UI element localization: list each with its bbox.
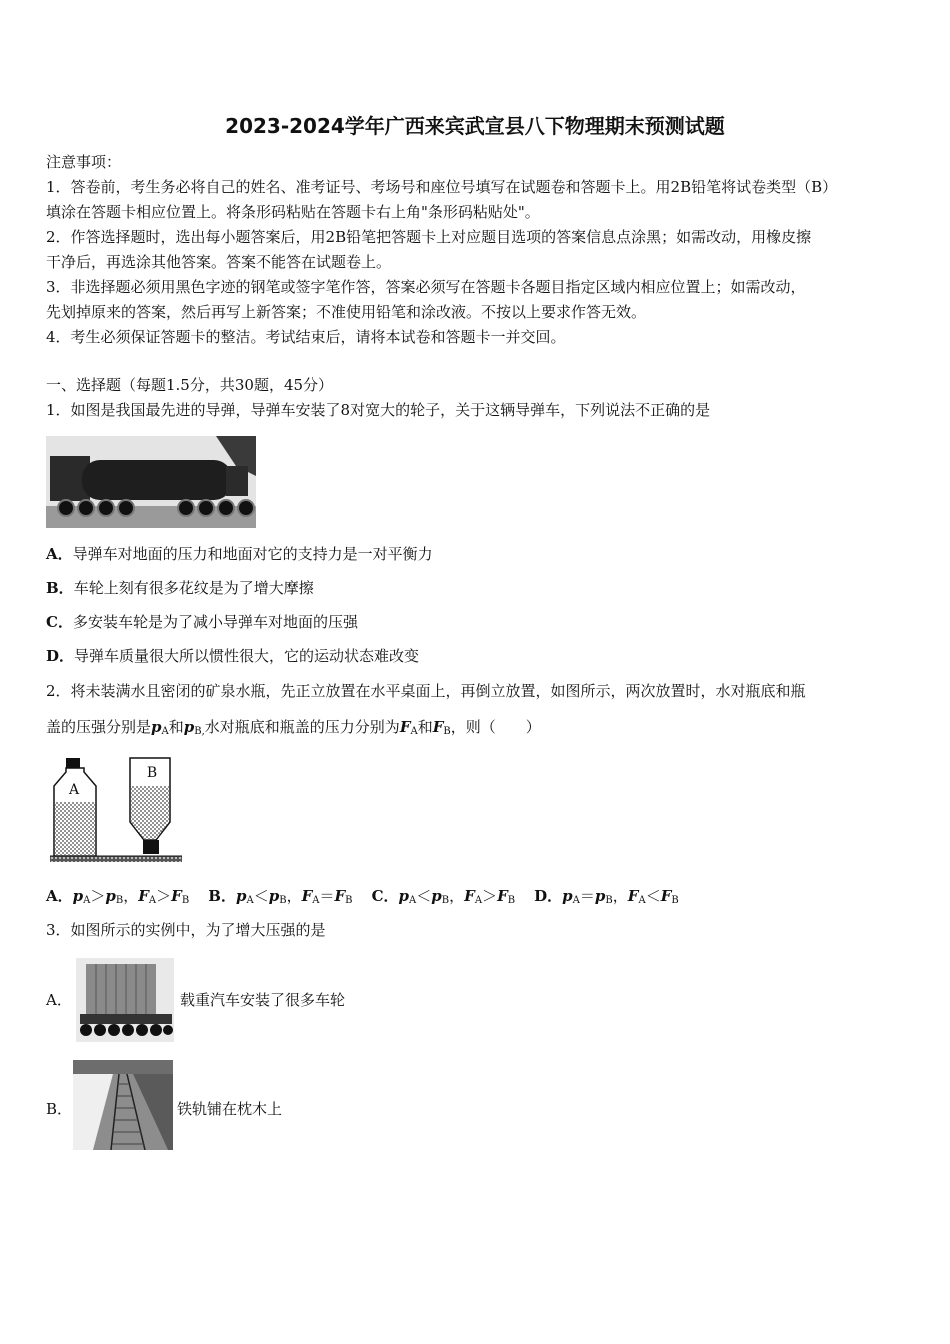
q3-option-a-label[interactable]: A． [46, 991, 72, 1009]
bottles-drawing [50, 756, 182, 862]
q3-option-b-text: 铁轨铺在枕木上 [177, 1100, 283, 1118]
notice-line: 4．考生必须保证答题卡的整洁。考试结束后，请将本试卷和答题卡一并交回。 [46, 328, 566, 346]
notice-line: 1．答卷前，考生务必将自己的姓名、准考证号、考场号和座位号填写在试题卷和答题卡上。用2B铅笔将试卷类型（B） [46, 178, 838, 196]
question-3-stem: 3．如图所示的实例中，为了增大压强的是 [46, 921, 326, 939]
q1-option-c[interactable]: C．多安装车轮是为了减小导弹车对地面的压强 [46, 613, 358, 631]
q3-option-b-label[interactable]: B． [46, 1100, 73, 1118]
q2-option-d[interactable]: D．$p_A=p_B$，$F_A<F_B$ [534, 887, 679, 906]
question-2-stem-line-1: 2．将未装满水且密闭的矿泉水瓶，先正立放置在水平桌面上，再倒立放置，如图所示，两次放置时，水对瓶底和瓶 [46, 682, 806, 700]
q1-option-d[interactable]: D．导弹车质量很大所以惯性很大，它的运动状态难改变 [46, 647, 420, 665]
railway-track-image [73, 1060, 173, 1150]
missile-truck-image [46, 436, 256, 528]
bottles-diagram [50, 756, 182, 862]
q1-option-a[interactable]: A．导弹车对地面的压力和地面对它的支持力是一对平衡力 [46, 545, 433, 563]
notice-line: 2．作答选择题时，选出每小题答案后，用2B铅笔把答题卡上对应题目选项的答案信息点涂黑；如需改动，用橡皮擦 [46, 228, 812, 246]
bottle-b-label: B [146, 765, 158, 781]
question-2-stem-line-2: 盖的压强分别是$p_A$和$p_{B,}$水对瓶底和瓶盖的压力分别为$F_A$和$F_B$，则（ ） [46, 718, 541, 737]
question-1-stem: 1．如图是我国最先进的导弹，导弹车安装了8对宽大的轮子，关于这辆导弹车，下列说法不正确的是 [46, 401, 711, 419]
notice-heading: 注意事项： [46, 153, 122, 171]
q2-options-row [46, 885, 679, 912]
bottle-a-label: A [68, 782, 80, 798]
q2-option-b[interactable]: B．$p_A<p_B$，$F_A=F_B$ [208, 887, 353, 906]
q3-option-a-text: 载重汽车安装了很多车轮 [180, 991, 346, 1009]
notice-line: 干净后，再选涂其他答案。答案不能答在试题卷上。 [46, 253, 392, 271]
q2-option-a[interactable]: A．$p_A>p_B$，$F_A>F_B$ [46, 887, 190, 906]
notice-line: 3．非选择题必须用黑色字迹的钢笔或签字笔作答，答案必须写在答题卡各题目指定区域内相应位置上；如需改动， [46, 278, 806, 296]
notice-line: 先划掉原来的答案，然后再写上新答案；不准使用铅笔和涂改液。不按以上要求作答无效。 [46, 303, 647, 321]
q1-option-b[interactable]: B．车轮上刻有很多花纹是为了增大摩擦 [46, 579, 314, 597]
heavy-truck-image [76, 958, 174, 1042]
section-heading: 一、选择题（每题1.5分，共30题，45分） [46, 376, 334, 394]
page-title: 2023-2024学年广西来宾武宣县八下物理期末预测试题 [225, 114, 725, 138]
notice-line: 填涂在答题卡相应位置上。将条形码粘贴在答题卡右上角"条形码粘贴处"。 [46, 203, 540, 221]
q2-option-c[interactable]: C．$p_A<p_B$，$F_A>F_B$ [371, 887, 516, 906]
